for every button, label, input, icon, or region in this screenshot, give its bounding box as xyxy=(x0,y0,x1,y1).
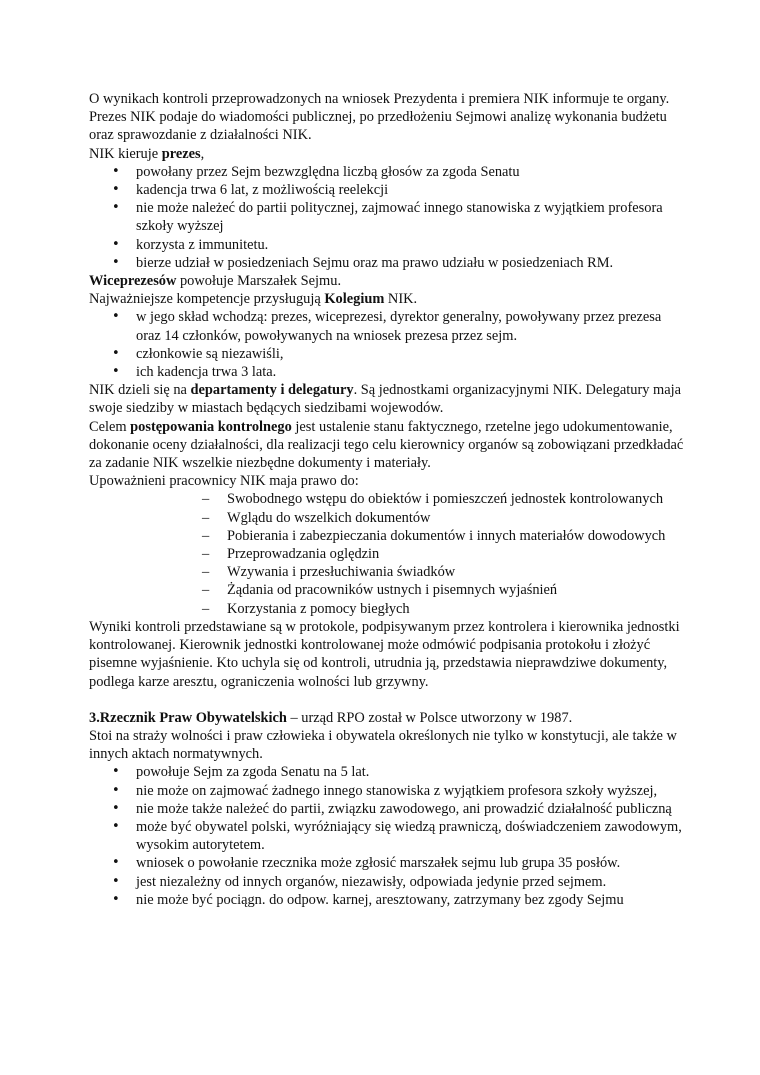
prezes-pre: NIK kieruje xyxy=(89,145,162,162)
list-item: • nie może także należeć do partii, związku zawodowego, ani prowadzić działalność publiczną xyxy=(89,800,689,818)
upowaznieni-line: Upoważnieni pracownicy NIK maja prawo do: xyxy=(89,473,359,490)
prezes-term: prezes xyxy=(161,145,201,162)
list-item: • bierze udział w posiedzeniach Sejmu oraz ma prawo udziału w posiedzeniach RM. xyxy=(89,254,689,272)
departamenty-term: departamenty i delegatury xyxy=(190,382,354,399)
list-item: – Wglądu do wszelkich dokumentów xyxy=(202,509,689,527)
list-item: • może być obywatel polski, wyróżniający się wiedzą prawniczą, doświadczeniem zawodowym, wysokim autorytetem. xyxy=(89,818,689,854)
postepowanie-pre: Celem xyxy=(89,418,131,435)
departamenty-pre: NIK dzieli się na xyxy=(89,382,191,399)
list-item: – Wzywania i przesłuchiwania świadków xyxy=(202,563,689,581)
list-item: • członkowie są niezawiśli, xyxy=(89,345,689,363)
rpo-intro-paragraph: Stoi na straży wolności i praw człowieka i obywatela określonych nie tylko w konstytucji, ale także w innych aktach normatywnych. xyxy=(89,727,677,763)
list-item: – Pobierania i zabezpieczania dokumentów i innych materiałów dowodowych xyxy=(202,527,689,545)
wyniki-paragraph: Wyniki kontroli przedstawiane są w protokole, podpisywanym przez kontrolera i kierownika jednostki kontrolowanej. Kierownik jednostki kontrolowanej może odmówić podpisania protokołu i złożyć pisemne wyjaśnienie. Kto uchyla się od kontroli, utrudnia ją, przedstawia nieprawdziwe dokumenty, podlega karze aresztu, ograniczenia wolności lub grzywny. xyxy=(89,618,680,690)
kolegium-term: Kolegium xyxy=(324,291,385,308)
kolegium-list xyxy=(89,308,689,381)
postepowanie-paragraph xyxy=(89,418,689,473)
list-item: • nie może on zajmować żadnego innego stanowiska z wyjątkiem profesora szkoły wyższej, xyxy=(89,782,689,800)
prezes-list xyxy=(89,163,689,272)
list-item: • ich kadencja trwa 3 lata. xyxy=(89,363,689,381)
departamenty-post: . Są jednostkami organizacyjnymi NIK. Delegatury maja swoje siedziby w miastach będących siedzibami wojewodów. xyxy=(89,382,682,417)
list-item: • powołuje Sejm za zgoda Senatu na 5 lat. xyxy=(89,763,689,781)
list-item: – Swobodnego wstępu do obiektów i pomieszczeń jednostek kontrolowanych xyxy=(202,490,689,508)
postepowanie-post: jest ustalenie stanu faktycznego, rzetelne jego udokumentowanie, dokonanie oceny działalności, dla realizacji tego celu kierownicy organów są zobowiązani przedkładać za zadanie NIK wszelkie niezbędne dokumenty i materiały. xyxy=(89,418,684,472)
list-item: • wniosek o powołanie rzecznika może zgłosić marszałek sejmu lub grupa 35 posłów. xyxy=(89,854,689,872)
list-item: • nie może należeć do partii politycznej, zajmować innego stanowiska z wyjątkiem profesora szkoły wyższej xyxy=(89,199,689,235)
document-body xyxy=(89,90,689,909)
list-item: • nie może być pociągn. do odpow. karnej, aresztowany, zatrzymany bez zgody Sejmu xyxy=(89,891,689,909)
rpo-heading-post: – urząd RPO został w Polsce utworzony w 1987. xyxy=(286,709,573,726)
rpo-heading xyxy=(89,709,689,727)
postepowanie-term: postępowania kontrolnego xyxy=(130,418,292,435)
kolegium-post: NIK. xyxy=(384,291,418,308)
rpo-heading-title: 3.Rzecznik Praw Obywatelskich xyxy=(89,709,287,726)
prezes-post: , xyxy=(200,145,205,162)
list-item: • jest niezależny od innych organów, niezawisły, odpowiada jedynie przed sejmem. xyxy=(89,873,689,891)
section-gap xyxy=(89,691,689,709)
list-item: – Przeprowadzania oględzin xyxy=(202,545,689,563)
list-item: • korzysta z immunitetu. xyxy=(89,236,689,254)
list-item: – Żądania od pracowników ustnych i pisemnych wyjaśnień xyxy=(202,581,689,599)
wiceprezesi-line xyxy=(89,272,689,290)
kolegium-pre: Najważniejsze kompetencje przysługują xyxy=(89,291,325,308)
prezes-line xyxy=(89,145,689,163)
wiceprezesi-post: powołuje Marszałek Sejmu. xyxy=(176,273,342,290)
list-item: • kadencja trwa 6 lat, z możliwością reelekcji xyxy=(89,181,689,199)
list-item: • w jego skład wchodzą: prezes, wiceprezesi, dyrektor generalny, powoływany przez prezesa oraz 14 członków, powoływanych na wniosek prezesa przez sejm. xyxy=(89,308,689,344)
wiceprezesi-term: Wiceprezesów xyxy=(89,273,177,290)
list-item: • powołany przez Sejm bezwzględna liczbą głosów za zgoda Senatu xyxy=(89,163,689,181)
departamenty-paragraph xyxy=(89,381,689,417)
rights-list xyxy=(202,490,689,617)
nik-intro-paragraph: O wynikach kontroli przeprowadzonych na wniosek Prezydenta i premiera NIK informuje te organy. Prezes NIK podaje do wiadomości publicznej, po przedłożeniu Sejmowi analizę wykonania budżetu oraz sprawozdanie z działalności NIK. xyxy=(89,91,670,144)
list-item: – Korzystania z pomocy biegłych xyxy=(202,600,689,618)
rpo-list xyxy=(89,763,689,909)
kolegium-line xyxy=(89,290,689,308)
